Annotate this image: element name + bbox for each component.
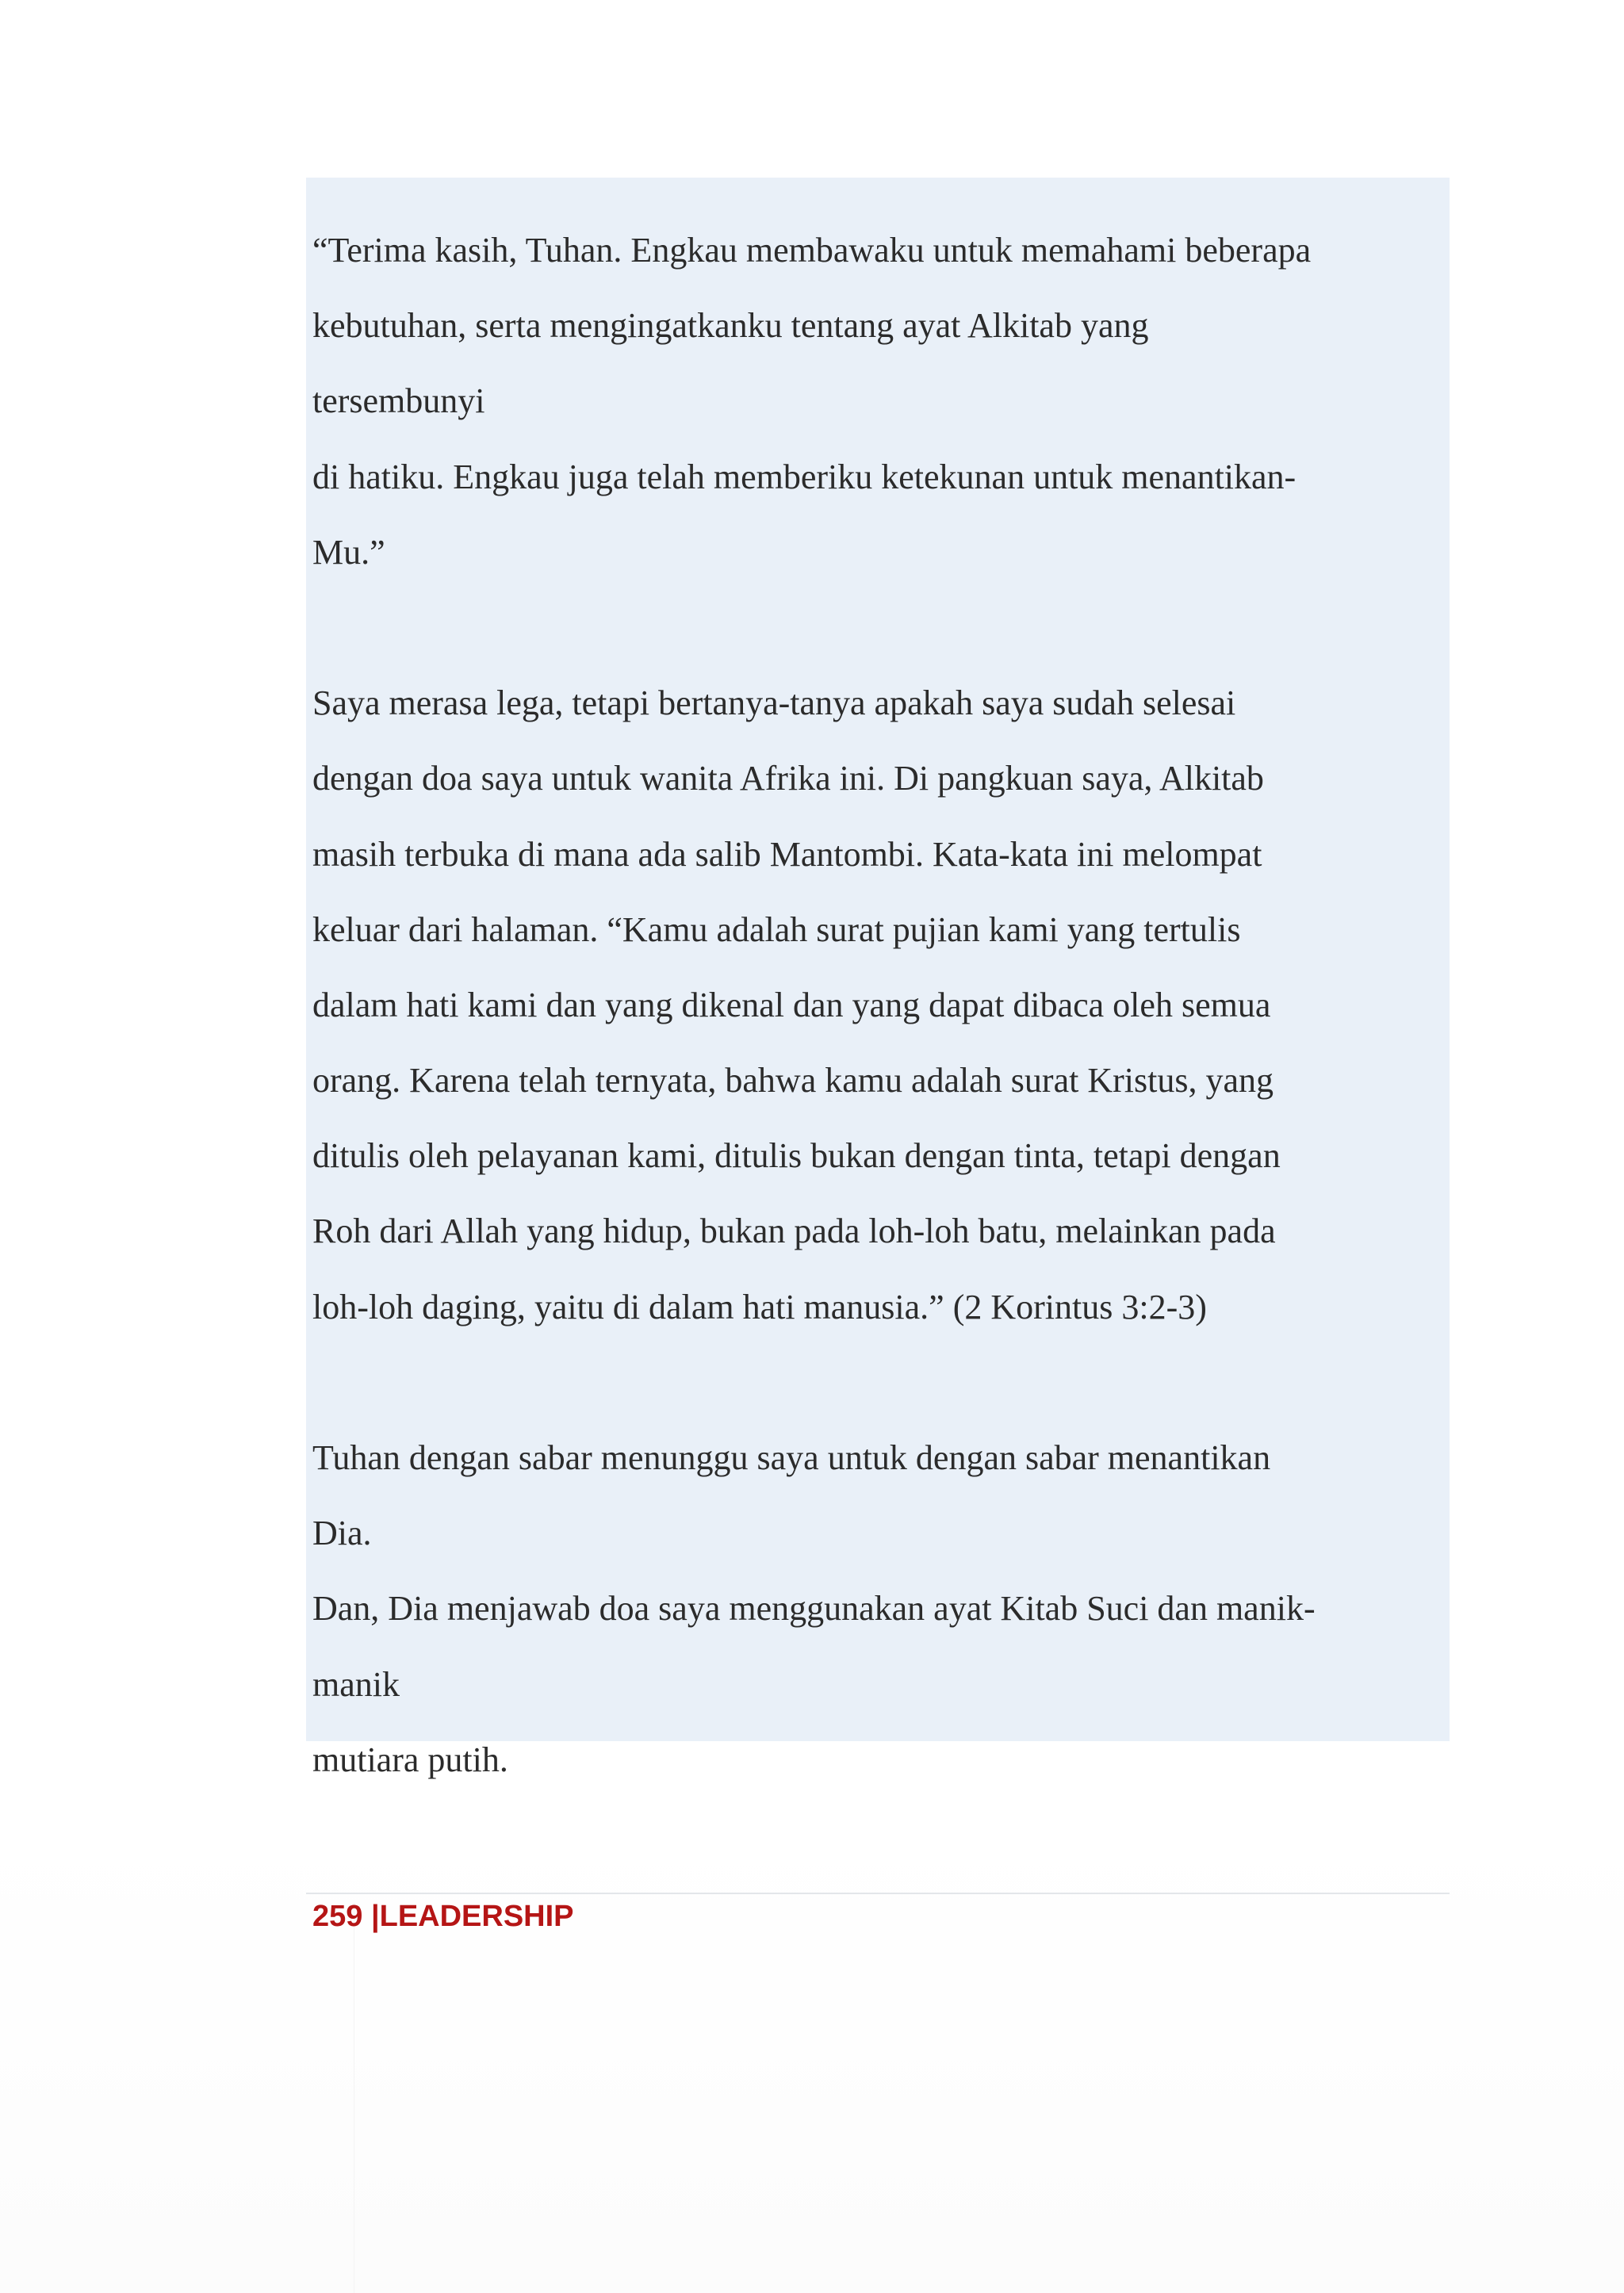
paragraph-gap <box>312 1345 1450 1420</box>
text-line: di hatiku. Engkau juga telah memberiku ketekunan untuk menantikan- <box>312 457 1297 496</box>
page-footer <box>312 1900 574 1934</box>
highlighted-text-block <box>306 178 1450 1779</box>
text-line: Dia. <box>312 1514 372 1553</box>
text-line: tersembunyi <box>312 381 485 421</box>
text-line: orang. Karena telah ternyata, bahwa kamu adalah surat Kristus, yang <box>312 1061 1274 1101</box>
text-line: Mu.” <box>312 532 385 572</box>
footer-separator: | <box>362 1900 380 1933</box>
text-line: dengan doa saya untuk wanita Afrika ini. Di pangkuan saya, Alkitab <box>312 759 1264 798</box>
text-line: mutiara putih. <box>312 1740 508 1779</box>
footer-divider <box>306 1893 1450 1894</box>
text-line: loh-loh daging, yaitu di dalam hati manusia.” (2 Korintus 3:2-3) <box>312 1287 1207 1326</box>
paragraph-gap <box>312 590 1450 665</box>
text-line: Dan, Dia menjawab doa saya menggunakan ayat Kitab Suci dan manik- <box>312 1589 1316 1629</box>
text-line: kebutuhan, serta mengingatkanku tentang ayat Alkitab yang <box>312 306 1149 346</box>
section-title: LEADERSHIP <box>379 1900 574 1933</box>
text-line: masih terbuka di mana ada salib Mantombi. Kata-kata ini melompat <box>312 834 1262 874</box>
text-line: ditulis oleh pelayanan kami, ditulis bukan dengan tinta, tetapi dengan <box>312 1136 1281 1176</box>
text-line: Tuhan dengan sabar menunggu saya untuk dengan sabar menantikan <box>312 1438 1271 1477</box>
text-line: Saya merasa lega, tetapi bertanya-tanya apakah saya sudah selesai <box>312 683 1236 723</box>
text-line: manik <box>312 1664 400 1704</box>
page-number: 259 <box>312 1900 363 1933</box>
text-line: Roh dari Allah yang hidup, bukan pada loh-loh batu, melainkan pada <box>312 1212 1276 1251</box>
text-line: keluar dari halaman. “Kamu adalah surat pujian kami yang tertulis <box>312 909 1241 949</box>
text-line: dalam hati kami dan yang dikenal dan yang dapat dibaca oleh semua <box>312 985 1271 1024</box>
text-line: “Terima kasih, Tuhan. Engkau membawaku untuk memahami beberapa <box>312 231 1312 270</box>
